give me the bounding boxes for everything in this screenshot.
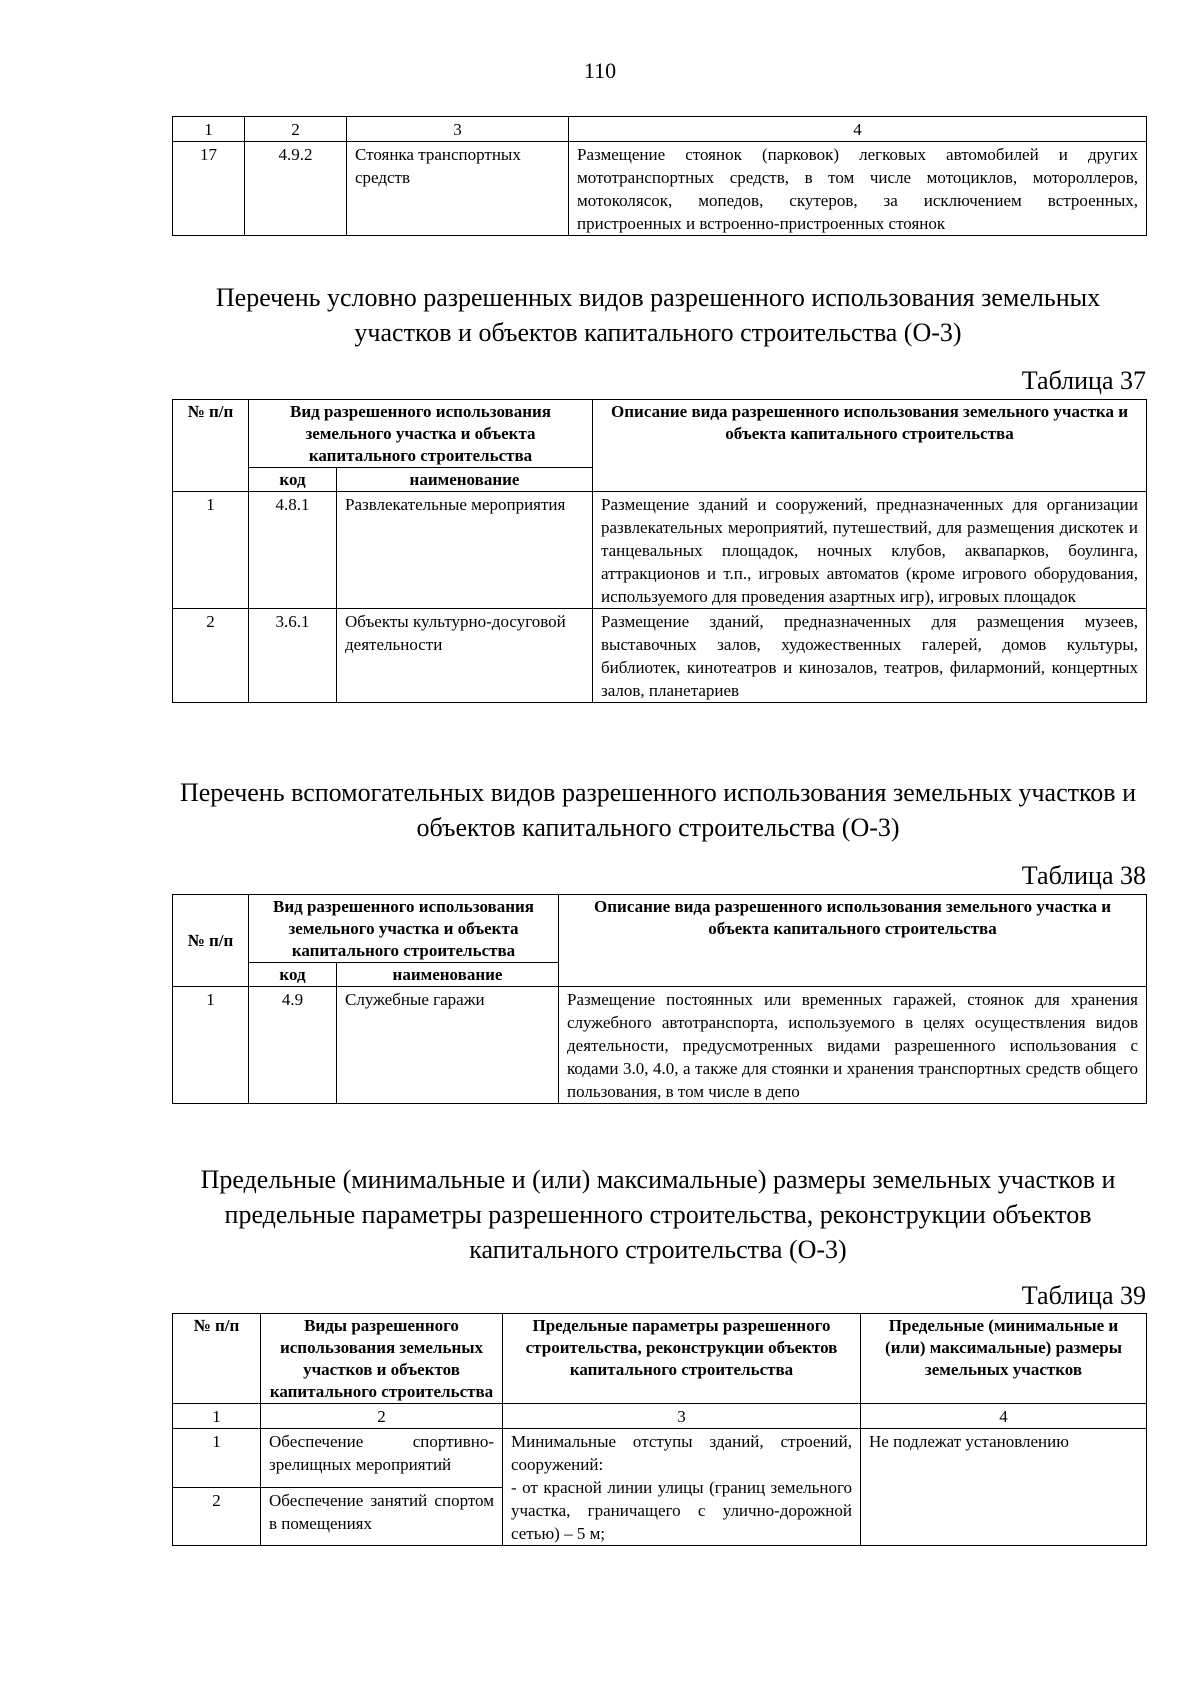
col-number: 4 bbox=[861, 1404, 1147, 1429]
row-number: 17 bbox=[173, 142, 245, 236]
section-title-limits: Предельные (минимальные и (или) максимальные) размеры земельных участков и предельные параметры разрешенного строительства, реконструкции объектов капитального строительства (О-3) bbox=[200, 1165, 1116, 1264]
table-36-continuation bbox=[172, 116, 1147, 236]
table-row bbox=[173, 1429, 1147, 1488]
table-row bbox=[173, 609, 1147, 703]
row-description: Размещение постоянных или временных гаражей, стоянок для хранения служебного автотранспорта, используемого в целях осуществления видов деятельности, предусмотренных видами разрешенного использования с кодами 3.0, 4.0, а также для стоянки и хранения транспортных средств общего пользования, в том числе в депо bbox=[559, 987, 1147, 1104]
row-description: Размещение зданий и сооружений, предназначенных для организации развлекательных мероприятий, путешествий, для размещения дискотек и танцевальных площадок, ночных клубов, аквапарков, боулинга, аттракционов и т.п., игровых автоматов (кроме игрового оборудования, используемого для проведения азартных игр), игровых площадок bbox=[593, 492, 1147, 609]
row-code: 4.8.1 bbox=[249, 492, 337, 609]
header-code: код bbox=[249, 963, 337, 987]
table-row bbox=[173, 1404, 1147, 1429]
sizes-text: Не подлежат установлению bbox=[861, 1429, 1147, 1546]
section-title-auxiliary: Перечень вспомогательных видов разрешенного использования земельных участков и объектов капитального строительства (О-3) bbox=[179, 778, 1136, 842]
row-description: Размещение стоянок (парковок) легковых автомобилей и других мототранспортных средств, в том числе мотоциклов, мотороллеров, мотоколясок, мопедов, скутеров, за исключением встроенных, пристроенных и встроенно-пристроенных стоянок bbox=[569, 142, 1147, 236]
col-number: 4 bbox=[569, 117, 1147, 142]
col-number: 2 bbox=[245, 117, 347, 142]
row-name: Стоянка транспортных средств bbox=[347, 142, 569, 236]
row-kind: Обеспечение спортивно-зрелищных мероприятий bbox=[261, 1429, 503, 1488]
row-code: 4.9.2 bbox=[245, 142, 347, 236]
row-kind: Обеспечение занятий спортом в помещениях bbox=[261, 1487, 503, 1546]
row-description: Размещение зданий, предназначенных для размещения музеев, выставочных залов, художественных галерей, домов культуры, библиотек, кинотеатров и кинозалов, театров, филармоний, концертных залов, планетариев bbox=[593, 609, 1147, 703]
col-number: 1 bbox=[173, 1404, 261, 1429]
row-name: Развлекательные мероприятия bbox=[337, 492, 593, 609]
table-header-row bbox=[173, 400, 1147, 468]
row-number: 1 bbox=[173, 987, 249, 1104]
page-number: 110 bbox=[583, 58, 617, 83]
table-row bbox=[173, 987, 1147, 1104]
table-row bbox=[173, 142, 1147, 236]
row-code: 4.9 bbox=[249, 987, 337, 1104]
row-number: 1 bbox=[173, 1429, 261, 1488]
table-37-caption: Таблица 37 bbox=[1021, 366, 1146, 395]
header-kinds: Виды разрешенного использования земельных участков и объектов капитального строительства bbox=[261, 1314, 503, 1404]
header-description: Описание вида разрешенного использования земельного участка и объекта капитального строительства bbox=[559, 895, 1147, 987]
row-code: 3.6.1 bbox=[249, 609, 337, 703]
table-37 bbox=[172, 399, 1147, 703]
row-number: 2 bbox=[173, 1487, 261, 1546]
section-title-conditional: Перечень условно разрешенных видов разрешенного использования земельных участков и объектов капитального строительства (О-3) bbox=[215, 283, 1101, 347]
table-39-caption: Таблица 39 bbox=[1021, 1281, 1146, 1310]
row-number: 2 bbox=[173, 609, 249, 703]
table-header-row bbox=[173, 1314, 1147, 1404]
header-params: Предельные параметры разрешенного строительства, реконструкции объектов капитального строительства bbox=[503, 1314, 861, 1404]
header-code: код bbox=[249, 468, 337, 492]
row-name: Объекты культурно-досуговой деятельности bbox=[337, 609, 593, 703]
row-name: Служебные гаражи bbox=[337, 987, 559, 1104]
col-number: 3 bbox=[347, 117, 569, 142]
header-kind: Вид разрешенного использования земельного участка и объекта капитального строительства bbox=[249, 400, 593, 468]
params-text: Минимальные отступы зданий, строений, сооружений: - от красной линии улицы (границ земельного участка, граничащего с улично-дорожной сетью) – 5 м; bbox=[503, 1429, 861, 1546]
header-number: № п/п bbox=[173, 895, 249, 987]
table-39 bbox=[172, 1313, 1147, 1546]
table-row bbox=[173, 117, 1147, 142]
header-number: № п/п bbox=[173, 1314, 261, 1404]
header-kind: Вид разрешенного использования земельного участка и объекта капитального строительства bbox=[249, 895, 559, 963]
row-number: 1 bbox=[173, 492, 249, 609]
table-38 bbox=[172, 894, 1147, 1104]
header-sizes: Предельные (минимальные и (или) максимальные) размеры земельных участков bbox=[861, 1314, 1147, 1404]
table-38-caption: Таблица 38 bbox=[1021, 861, 1146, 890]
col-number: 2 bbox=[261, 1404, 503, 1429]
header-number: № п/п bbox=[173, 400, 249, 492]
header-name: наименование bbox=[337, 963, 559, 987]
header-name: наименование bbox=[337, 468, 593, 492]
table-header-row bbox=[173, 895, 1147, 963]
col-number: 3 bbox=[503, 1404, 861, 1429]
col-number: 1 bbox=[173, 117, 245, 142]
header-description: Описание вида разрешенного использования земельного участка и объекта капитального строительства bbox=[593, 400, 1147, 492]
table-row bbox=[173, 492, 1147, 609]
